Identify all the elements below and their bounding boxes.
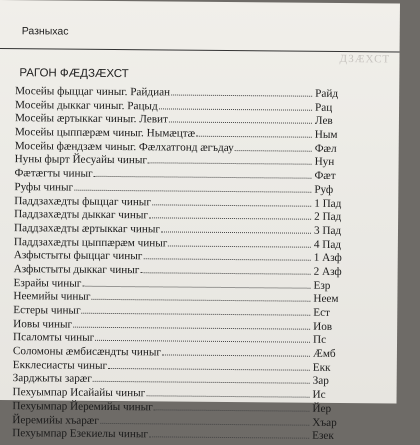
toc-entry-title: Пехуымпар Йеремийы чиныг — [12, 399, 153, 414]
toc-dot-leader — [74, 180, 311, 192]
toc-dot-leader — [148, 154, 312, 165]
toc-dot-leader — [73, 317, 310, 329]
toc-entry-title: Пехуымпар Исайайы чиныг — [12, 386, 146, 400]
toc-dot-leader — [82, 304, 311, 316]
toc-dot-leader — [146, 386, 309, 397]
toc-dot-leader — [196, 127, 312, 138]
toc-entry-abbreviation: Райд — [315, 87, 339, 100]
toc-entry-abbreviation: 3 Пад — [313, 224, 342, 237]
toc-entry-title: Езрайы чиныг — [13, 276, 82, 290]
page-header: Разныхас — [21, 25, 69, 38]
toc-entry-abbreviation: Лев — [314, 115, 333, 128]
toc-dot-leader — [171, 85, 312, 96]
toc-entry-title: Мосейы цыппæрæм чиныг. Нымæцтæ — [14, 126, 196, 140]
toc-entry-abbreviation: Фæт — [314, 169, 336, 183]
toc-dot-leader — [143, 250, 311, 261]
toc-entry-abbreviation: Ным — [314, 128, 338, 142]
toc-dot-leader — [168, 236, 311, 247]
toc-dot-leader — [140, 263, 310, 274]
toc-entry-title: Азфыстыты дыккаг чиныг — [13, 263, 140, 277]
toc-entry-title: Пехуымпар Езекиелы чиныг — [12, 427, 149, 441]
toc-entry-title: Мосейы дыккаг чиныг. Рацыд — [15, 98, 158, 113]
toc-entry-title: Соломоны æмбисæндты чиныг — [12, 345, 162, 359]
toc-dot-leader — [95, 331, 310, 343]
toc-entry-abbreviation: 1 Азф — [313, 251, 342, 265]
toc-entry-abbreviation: Руф — [314, 183, 334, 196]
toc-dot-leader — [100, 413, 310, 425]
toc-entry-abbreviation: Езек — [312, 429, 334, 443]
toc-entry-title: Неемийы чиныг — [13, 290, 91, 304]
toc-entry-title: Мосейы фæндзæм чиныг. Фæлхатгонд æгъдау — [14, 139, 234, 154]
toc-entry-abbreviation: Пс — [312, 334, 327, 347]
toc-entry-title: Азфыстыты фыццаг чиныг — [13, 249, 143, 263]
toc-dot-leader — [82, 276, 310, 288]
toc-dot-leader — [93, 372, 310, 384]
toc-entry-abbreviation: Неем — [313, 293, 339, 306]
toc-entry-abbreviation: 2 Пад — [314, 210, 342, 224]
toc-entry-title: Зарджыты зарæг — [12, 372, 92, 386]
bleed-through-text: ДЗÆХСТ — [339, 52, 391, 66]
toc-dot-leader — [159, 99, 312, 110]
toc-entry-abbreviation: Нун — [314, 156, 335, 169]
toc-entry-abbreviation: Иов — [313, 320, 333, 333]
toc-entry-title: Мосейы æртыккаг чиныг. Левит — [14, 112, 168, 126]
section-title: РАГОН ФÆДЗÆХСТ — [19, 67, 129, 81]
toc-entry-title: Псаломты чиныг — [13, 331, 95, 345]
toc-entry-title: Паддзахæдты цыппæрæм чиныг — [13, 235, 168, 250]
toc-entry-abbreviation: Йер — [312, 402, 332, 415]
toc-entry-abbreviation: 1 Пад — [314, 197, 342, 210]
toc-entry-title: Руфы чиныг — [14, 180, 74, 194]
header-rule — [0, 48, 400, 52]
toc-dot-leader — [108, 359, 310, 371]
toc-dot-leader — [152, 195, 311, 206]
toc-entry-title: Нуны фырт Йесуайы чиныг — [14, 153, 148, 167]
toc-dot-leader — [91, 290, 310, 302]
toc-entry-title: Мосейы фыццаг чиныг. Райдиан — [15, 85, 171, 99]
toc-dot-leader — [169, 113, 312, 124]
table-of-contents — [12, 84, 419, 443]
toc-dot-leader — [94, 167, 312, 179]
toc-entry-title: Екклесиасты чиныг — [12, 358, 108, 372]
toc-dot-leader — [162, 345, 310, 356]
toc-entry-abbreviation: Ест — [313, 306, 331, 319]
toc-dot-leader — [161, 222, 311, 233]
toc-entry-title: Паддзахæдты фыццаг чиныг — [14, 194, 152, 208]
toc-entry-title: Паддзахæдты дыккаг чиныг — [14, 208, 149, 222]
toc-entry-title: Естеры чиныг — [13, 304, 81, 317]
toc-entry-abbreviation: 4 Пад — [313, 238, 342, 251]
toc-entry-abbreviation: Хъар — [312, 416, 337, 429]
toc-dot-leader — [235, 141, 312, 152]
toc-dot-leader — [149, 428, 309, 439]
toc-entry-title: Паддзахæдты æртыккаг чиныг — [13, 222, 161, 236]
toc-dot-leader — [154, 400, 310, 411]
toc-entry-abbreviation: Зар — [312, 375, 329, 388]
toc-entry-abbreviation: Фæл — [314, 142, 337, 155]
toc-dot-leader — [149, 208, 311, 219]
toc-entry-abbreviation: Ис — [312, 388, 326, 401]
toc-entry-title: Фæтæгты чиныг — [14, 167, 93, 180]
toc-entry-title: Йеремийы хъарæг — [12, 413, 99, 427]
toc-entry-title: Иовы чиныг — [13, 317, 73, 331]
toc-entry-abbreviation: Екк — [312, 361, 331, 374]
toc-entry-abbreviation: 2 Азф — [313, 265, 342, 278]
toc-entry-abbreviation: Езр — [313, 279, 331, 292]
toc-entry-abbreviation: Æмб — [312, 347, 336, 361]
toc-entry-abbreviation: Рац — [315, 101, 333, 114]
